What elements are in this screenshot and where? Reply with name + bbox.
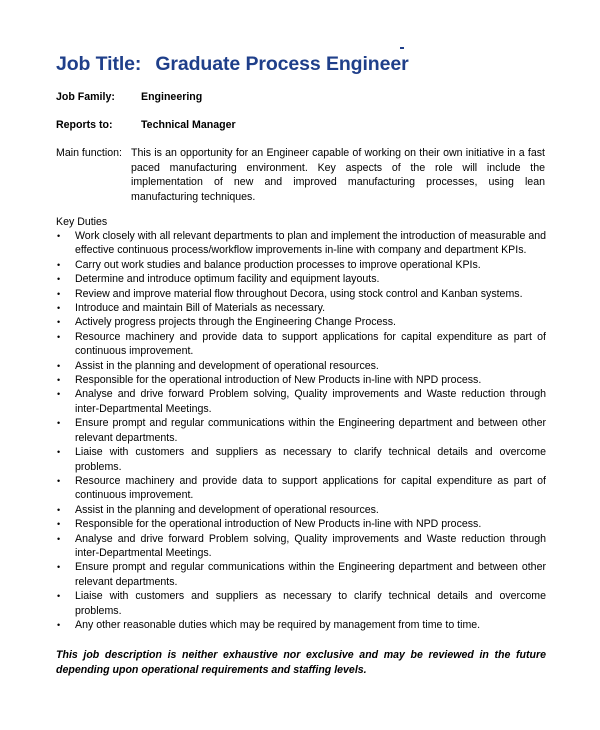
- duty-item: [56, 560, 546, 589]
- bullet-icon: •: [57, 447, 61, 458]
- duty-item: [56, 287, 546, 301]
- duty-item: [56, 532, 546, 561]
- key-duties-list: [56, 229, 546, 632]
- bullet-icon: •: [57, 259, 61, 270]
- job-title-label: Job Title:: [56, 53, 142, 75]
- duty-text: Any other reasonable duties which may be required by management from time to time.: [75, 618, 481, 631]
- bullet-icon: •: [57, 303, 61, 314]
- bullet-icon: •: [57, 504, 61, 515]
- bullet-icon: •: [57, 288, 61, 299]
- duty-text: Determine and introduce optimum facility and equipment layouts.: [75, 273, 380, 286]
- duty-item: [56, 258, 546, 272]
- bullet-icon: •: [57, 562, 61, 573]
- reports-to-value: Technical Manager: [141, 119, 236, 131]
- bullet-icon: •: [57, 317, 61, 328]
- duty-item: [56, 503, 546, 517]
- duty-item: [56, 373, 546, 387]
- bullet-icon: •: [57, 418, 61, 429]
- bullet-icon: •: [57, 389, 61, 400]
- duty-text: Ensure prompt and regular communications within the Engineering department and between other relevant departments.: [75, 561, 546, 588]
- duty-item: [56, 229, 546, 258]
- bullet-icon: •: [57, 519, 61, 530]
- duty-item: [56, 445, 546, 474]
- bullet-icon: •: [57, 533, 61, 544]
- duty-text: Review and improve material flow throughout Decora, using stock control and Kanban systems.: [75, 287, 523, 300]
- duty-item: [56, 618, 546, 632]
- reports-to-label: Reports to:: [56, 119, 113, 131]
- duty-text: Liaise with customers and suppliers as necessary to clarify technical details and overcome problems.: [75, 446, 546, 473]
- duty-item: [56, 359, 546, 373]
- duty-text: Assist in the planning and development of operational resources.: [75, 359, 379, 372]
- duty-item: [56, 474, 546, 503]
- bullet-icon: •: [57, 475, 61, 486]
- duty-text: Resource machinery and provide data to support applications for capital expenditure as part of continuous improvement.: [75, 330, 546, 358]
- duty-text: Work closely with all relevant departments to plan and implement the introduction of measurable and effective continuous process/workflow improvements in-line with company and department KPIs.: [75, 230, 546, 257]
- main-function-label: Main function:: [56, 147, 122, 159]
- duty-text: Responsible for the operational introduction of New Products in-line with NPD process.: [75, 518, 482, 531]
- duty-item: [56, 272, 546, 286]
- bullet-icon: •: [57, 360, 61, 371]
- duty-text: Ensure prompt and regular communications within the Engineering department and between other relevant departments.: [75, 417, 546, 444]
- duty-item: [56, 589, 546, 618]
- decorative-mark: [400, 47, 404, 49]
- duty-item: [56, 330, 546, 359]
- duty-item: [56, 315, 546, 329]
- page-title: [56, 53, 409, 76]
- key-duties-heading: Key Duties: [56, 216, 108, 228]
- bullet-icon: •: [57, 619, 61, 630]
- bullet-icon: •: [57, 331, 61, 342]
- duty-item: [56, 517, 546, 531]
- bullet-icon: •: [57, 274, 61, 285]
- duty-text: Analyse and drive forward Problem solving, Quality improvements and Waste reduction through inter-Departmental Meetings.: [75, 532, 546, 559]
- bullet-icon: •: [57, 231, 61, 241]
- disclaimer-text: This job description is neither exhaustive nor exclusive and may be reviewed in the future depending upon operational requirements and staffing levels.: [56, 649, 546, 676]
- duty-text: Introduce and maintain Bill of Materials as necessary.: [75, 302, 326, 315]
- bullet-icon: •: [57, 591, 61, 602]
- duty-item: [56, 301, 546, 315]
- duty-item: [56, 387, 546, 416]
- duty-text: Analyse and drive forward Problem solving, Quality improvements and Waste reduction through inter-Departmental Meetings.: [75, 388, 546, 415]
- duty-item: [56, 416, 546, 445]
- job-title: Graduate Process Engineer: [155, 53, 409, 75]
- bullet-icon: •: [57, 375, 61, 386]
- job-family-label: Job Family:: [56, 91, 115, 103]
- duty-text: Responsible for the operational introduction of New Products in-line with NPD process.: [75, 374, 482, 387]
- main-function-text: This is an opportunity for an Engineer capable of working on their own initiative in a fast paced manufacturing environment. Key aspects of the role will include the implementation of new and improved manufacturing processes, using lean manufacturing techniques.: [131, 147, 545, 203]
- duty-text: Liaise with customers and suppliers as necessary to clarify technical details and overcome problems.: [75, 590, 546, 617]
- duty-text: Resource machinery and provide data to support applications for capital expenditure as part of continuous improvement.: [75, 474, 546, 502]
- duty-text: Actively progress projects through the Engineering Change Process.: [75, 316, 396, 329]
- duty-text: Carry out work studies and balance production processes to improve operational KPIs.: [75, 258, 481, 271]
- job-family-value: Engineering: [141, 91, 203, 103]
- duty-text: Assist in the planning and development of operational resources.: [75, 503, 379, 516]
